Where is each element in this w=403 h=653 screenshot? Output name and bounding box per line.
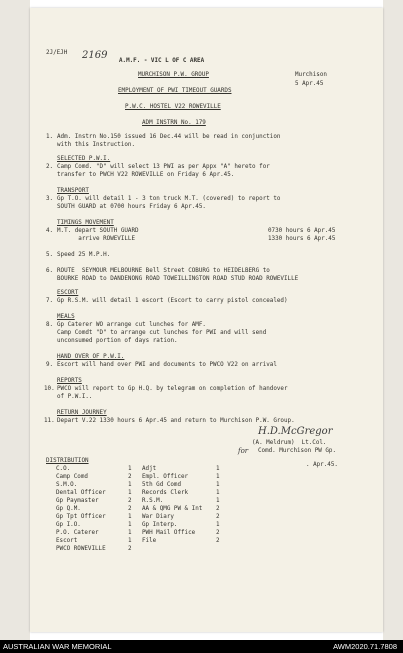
heading-reports: REPORTS [57,378,82,384]
distribution-entry: Escort [56,538,78,544]
distribution-qty: 1 [216,482,220,488]
distribution-qty: 2 [216,538,220,544]
distribution-qty: 1 [128,530,132,536]
distribution-qty: 2 [128,546,132,552]
distribution-qty: 2 [128,474,132,480]
distribution-entry: 5th Gd Comd [142,482,182,488]
document-subject: EMPLOYMENT OF PWI TIMEOUT GUARDS [118,88,232,94]
distribution-entry: C.O. [56,466,71,472]
item-2-line-2: transfer to PWCH V22 ROWEVILLE on Friday 6 Apr.45. [57,172,235,178]
archive-reference: AWM2020.71.7808 [333,642,397,651]
distribution-entry: Gp Paymaster [56,498,99,504]
item-4-time-1: 0730 hours 6 Apr.45 [268,228,336,234]
item-2-num: 2. [46,164,54,170]
distribution-qty: 2 [128,498,132,504]
distribution-entry: Empl. Officer [142,474,189,480]
item-5-line-1: Speed 25 M.P.H. [57,252,111,258]
item-9-line-1: Escort will hand over PWI and documents to PWCO V22 on arrival [57,362,277,368]
item-4-line-1: M.T. depart SOUTH GUARD [57,228,139,234]
heading-return-journey: RETURN JOURNEY [57,410,107,416]
distribution-entry: PWCO ROWEVILLE [56,546,106,552]
distribution-qty: 1 [128,466,132,472]
distribution-entry: War Diary [142,514,174,520]
document-date: 5 Apr.45 [295,81,324,87]
distribution-entry: Adjt [142,466,157,472]
distribution-entry: File [142,538,157,544]
heading-selected-pwi: SELECTED P.W.I. [57,156,111,162]
location: Murchison [295,72,327,78]
distribution-qty: 1 [216,466,220,472]
handwritten-signature: H.D.McGregor [258,426,333,437]
distribution-qty: 1 [128,482,132,488]
distribution-entry: PWH Mail Office [142,530,196,536]
archive-name: AUSTRALIAN WAR MEMORIAL [3,642,112,651]
distribution-qty: 1 [128,522,132,528]
item-10-num: 10. [44,386,55,392]
item-11-num: 11. [44,418,55,424]
item-5-num: 5. [46,252,54,258]
distribution-qty: 1 [216,490,220,496]
item-2-line-1: Camp Comd. "D" will select 13 PWI as per Appx "A" hereto for [57,164,270,170]
item-8-line-1: Gp Caterer WO arrange cut lunches for AMF. [57,322,206,328]
signature-for: for [238,447,249,455]
distribution-entry: P.O. Caterer [56,530,99,536]
item-3-line-1: Gp T.O. will detail 1 - 3 ton truck M.T. (covered) to report to [57,196,281,202]
heading-hand-over: HAND OVER OF P.W.I. [57,354,125,360]
instruction-number: ADM INSTRN No. 179 [142,120,206,126]
distribution-heading: DISTRIBUTION [46,458,89,464]
archive-footer [0,640,403,653]
distribution-entry: Gp Tpt Officer [56,514,106,520]
item-3-line-2: SOUTH GUARD at 0700 hours Friday 6 Apr.45. [57,204,206,210]
item-9-num: 9. [46,362,54,368]
item-11-line-1: Depart V.22 1330 hours 6 Apr.45 and return to Murchison P.W. Group. [57,418,295,424]
item-10-line-2: of P.W.I.. [57,394,93,400]
heading-transport: TRANSPORT [57,188,89,194]
distribution-entry: Gp I.O. [56,522,81,528]
item-7-num: 7. [46,298,54,304]
distribution-entry: Gp Q.M. [56,506,81,512]
item-7-line-1: Gp R.S.M. will detail 1 escort (Escort to carry pistol concealed) [57,298,288,304]
group-name: MURCHISON P.W. GROUP [138,72,209,78]
distribution-qty: 2 [216,506,220,512]
reference-code: 2J/EJH [46,50,68,56]
item-1-num: 1. [46,134,54,140]
distribution-qty: 1 [216,522,220,528]
distribution-entry: AA & QMG PW & Int [142,506,203,512]
item-1-line-2: with this Instruction. [57,142,136,148]
item-3-num: 3. [46,196,54,202]
distribution-qty: 2 [216,514,220,520]
scan-background-right [383,0,403,640]
distribution-entry: R.S.M. [142,498,164,504]
distribution-entry: S.M.O. [56,482,78,488]
item-8-num: 8. [46,322,54,328]
distribution-entry: Gp Interp. [142,522,178,528]
signature-date: . Apr.45. [306,462,338,468]
organisation: A.M.F. - VIC L OF C AREA [119,58,205,64]
distribution-qty: 1 [128,490,132,496]
item-8-line-3: unconsumed portion of days ration. [57,338,178,344]
heading-meals: MEALS [57,314,75,320]
handwritten-number: 2169 [82,50,108,61]
distribution-qty: 1 [216,474,220,480]
item-8-line-2: Camp Comdt "D" to arrange cut lunches for PWI and will send [57,330,267,336]
distribution-entry: Records Clerk [142,490,189,496]
distribution-entry: Camp Comd [56,474,88,480]
item-10-line-1: PWCO will report to Gp H.Q. by telegram on completion of handover [57,386,288,392]
item-6-line-2: BOURKE ROAD to DANDENONG ROAD TOWEILLINGTON ROAD STUD ROAD ROWEVILLE [57,276,299,282]
distribution-qty: 2 [128,506,132,512]
distribution-qty: 1 [128,514,132,520]
signatory-name: (A. Meldrum) Lt.Col. [252,440,327,446]
distribution-entry: Dental Officer [56,490,106,496]
heading-timings: TIMINGS MOVEMENT [57,220,114,226]
signatory-title: Comd. Murchison PW Gp. [258,448,337,454]
heading-escort: ESCORT [57,290,79,296]
distribution-qty: 1 [216,498,220,504]
scan-background-left [0,0,30,640]
item-4-line-2: arrive ROWEVILLE [57,236,136,242]
hostel-name: P.W.C. HOSTEL V22 ROWEVILLE [125,104,221,110]
distribution-qty: 2 [216,530,220,536]
document-page [30,8,383,632]
item-6-line-1: ROUTE SEYMOUR MELBOURNE Bell Street COBURG to HEIDELBERG to [57,268,270,274]
distribution-qty: 1 [128,538,132,544]
item-4-time-2: 1330 hours 6 Apr.45 [268,236,336,242]
item-1-line-1: Adm. Instrn No.150 issued 16 Dec.44 will be read in conjunction [57,134,281,140]
item-6-num: 6. [46,268,54,274]
item-4-num: 4. [46,228,54,234]
